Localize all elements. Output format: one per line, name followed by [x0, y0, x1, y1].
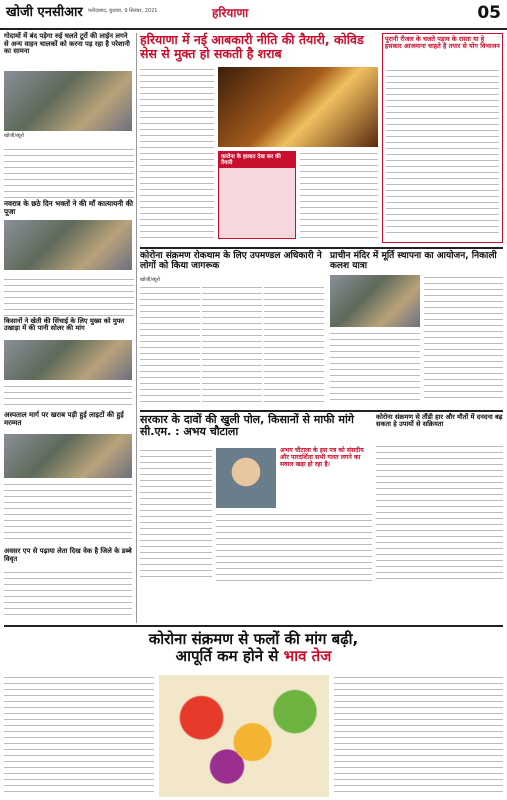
text-block — [140, 67, 214, 239]
column-divider — [136, 33, 137, 623]
story-headline: हरियाणा में नई आबकारी नीति की तैयारी, कोविड सेस से मुक्त हो सकती है शराब — [140, 32, 364, 61]
story-photo — [4, 340, 132, 380]
story-corona-awareness — [140, 251, 326, 406]
story-headline: अस्पताल मार्ग पर खराब पड़ी हुई लाइटों की हुई मरम्मत — [4, 411, 124, 427]
story-photo — [4, 434, 132, 478]
headline-part-2: आपूर्ति कम होने से — [175, 646, 279, 665]
story-headline — [4, 631, 503, 665]
fruit-photo — [159, 675, 329, 797]
headline-highlight: भाव तेज — [283, 646, 332, 665]
story-right-top — [382, 33, 503, 243]
story-photo — [4, 71, 132, 131]
text-block — [386, 68, 499, 238]
text-block — [4, 482, 132, 540]
story-headline: प्राचीन मंदिर में मूर्ति स्थापना का आयोजन, निकाली कलश यात्रा — [330, 251, 497, 272]
story-headline: कोरोना संक्रमण से तौंडी हार और मौतों में दनदना बढ़ सकता हे उपायों से सक्रियता — [376, 413, 503, 429]
story-headline: नवरात्र के छठे दिन भक्तों ने की माँ कात्यायनी की पूजा — [4, 199, 133, 217]
text-block — [202, 285, 262, 403]
story-dateline: खोजी/ब्यूरो — [4, 133, 24, 139]
story-photo — [330, 275, 420, 327]
text-block — [264, 285, 324, 403]
story-fruit-demand — [4, 625, 503, 797]
story-chautala — [140, 414, 372, 584]
text-block — [4, 384, 132, 406]
text-block — [424, 275, 503, 403]
story-navratri — [4, 200, 134, 275]
story-farmers — [4, 318, 134, 408]
text-block — [330, 331, 420, 403]
story-left-top — [4, 33, 134, 145]
page-number: 05 — [477, 3, 501, 23]
masthead — [0, 0, 507, 30]
story-avsar-app — [4, 548, 134, 618]
headline-part-1: कोरोना संक्रमण से फलों की मांग बढ़ी, — [148, 630, 359, 648]
masthead-subline: फरीदाबाद, बुधवार, 9 सितंबर, 2021 — [88, 8, 158, 14]
story-temple — [330, 251, 503, 406]
portrait-photo — [216, 448, 276, 508]
story-headline: अवसर एप से पढ़ाया लेता दिख वेक है जिले के डब्बे विवृत — [4, 547, 132, 563]
story-headline: किसानों ने खेती की सिंचाई के लिए मुख्य को मुफ्त उखाड़ा में की पानी सोलर की मांग — [4, 317, 125, 333]
text-block — [140, 448, 212, 582]
story-lights — [4, 412, 134, 542]
story-headline: सरकार के दावों की खुली पोल, किसानों से माफी मांगे सी.एम. : अभय चौटाला — [140, 413, 354, 439]
story-photo — [218, 67, 378, 147]
story-headline: पुरानी रीजल के चलते पड़ाव के रास्ता या हे इसकार आजमाना चाहते है तयार से योग विभाजन — [385, 35, 500, 51]
story-corona-deaths — [376, 414, 503, 584]
info-box — [218, 151, 296, 239]
text-block — [4, 147, 134, 199]
text-block — [376, 444, 503, 582]
masthead-logo: खोजी एनसीआर — [6, 5, 83, 20]
story-dateline: खोजी/ब्यूरो — [140, 277, 160, 283]
story-excise-policy — [140, 33, 378, 243]
text-block — [4, 570, 132, 616]
divider — [140, 247, 503, 249]
text-block — [4, 277, 134, 317]
story-photo — [4, 220, 132, 270]
story-headline: कोरोना संक्रमण रोकथाम के लिए उपमण्डल अधिकारी ने लोगों को किया जागरूक — [140, 251, 322, 272]
divider — [140, 410, 503, 412]
text-block — [216, 512, 372, 582]
text-block — [300, 151, 378, 239]
info-box-title: कारोना के हालात देख कर की तैयारी — [219, 152, 295, 168]
pull-quote: अभय चौटाला के इस पत्र को संसदीय और पारदर्शिता सभी गलत लगने का सवाल खड़ा हो रहा है। — [280, 447, 364, 468]
text-block — [334, 675, 503, 797]
text-block — [140, 285, 200, 403]
section-label: हरियाणा — [212, 6, 249, 20]
story-headline: गोदामों में बंद पड़ेगा रुई चलते टूरों की लाईन लगने से अन्य वाहन चालकों को करना पड़ रहा है परेशानी का सामना — [4, 32, 130, 56]
text-block — [4, 675, 154, 797]
